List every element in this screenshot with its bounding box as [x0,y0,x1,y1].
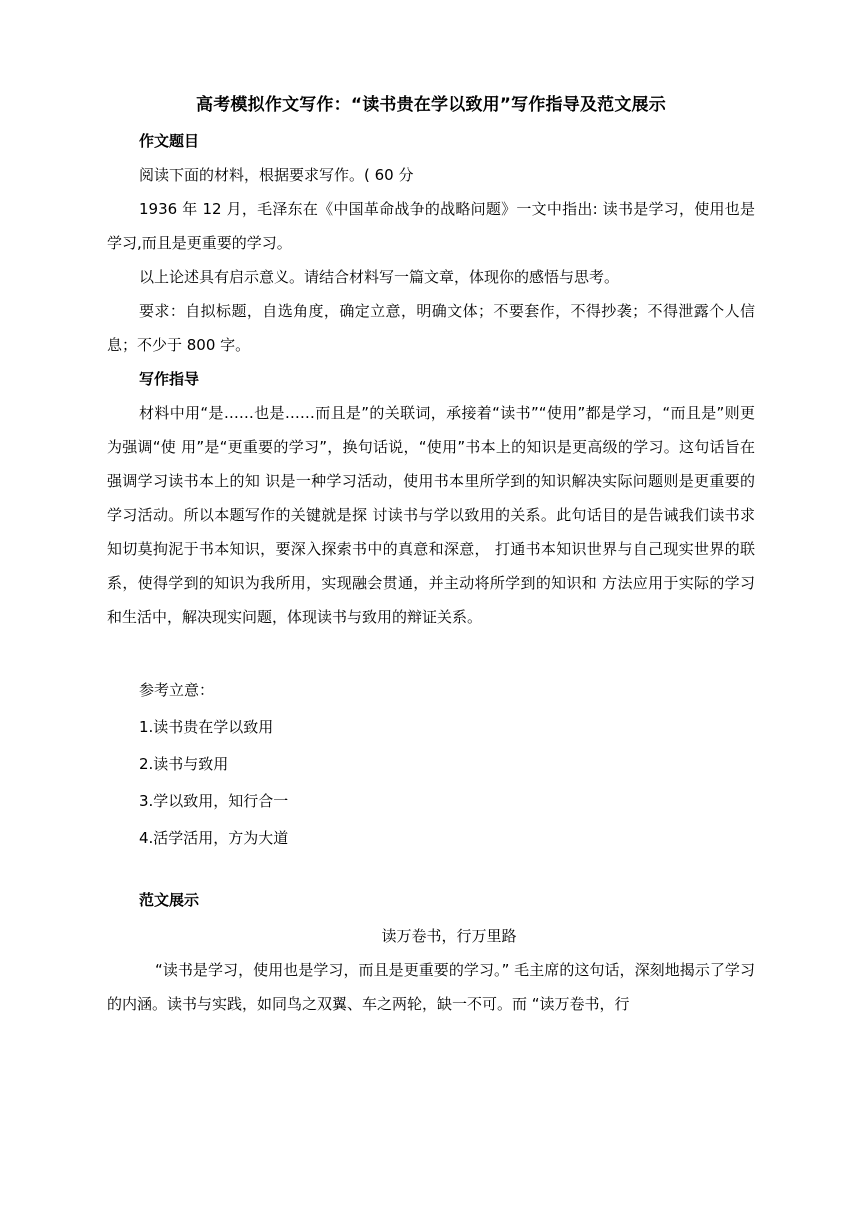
reference-item: 4.活学活用，方为大道 [139,829,289,847]
topic-instruction: 阅读下面的材料，根据要求写作。( 60 分 [139,166,414,184]
reference-label: 参考立意： [139,681,215,699]
section-heading-sample: 范文展示 [139,891,200,909]
topic-requirements: 要求：自拟标题，自选角度，确定立意，明确文体；不要套作，不得抄袭；不得泄露个人信息；不少于 800 字。 [107,302,755,354]
document-title: 高考模拟作文写作：“读书贵在学以致用”写作指导及范文展示 [196,95,666,115]
essay-paragraph: “读书是学习，使用也是学习，而且是更重要的学习。” 毛主席的这句话，深刻地揭示了学习的内涵。读书与实践，如同鸟之双翼、车之两轮，缺一不可。而 “读万卷书，行 [107,961,755,1013]
spacer [107,857,755,883]
reference-item: 2.读书与致用 [139,755,229,773]
essay-title: 读万卷书，行万里路 [381,927,517,945]
reference-item: 3.学以致用，知行合一 [139,792,289,810]
section-heading-topic: 作文题目 [139,132,200,150]
document-content [107,90,755,1021]
spacer [107,634,755,672]
topic-prompt: 以上论述具有启示意义。请结合材料写一篇文章，体现你的感悟与思考。 [139,268,620,286]
section-heading-guidance: 写作指导 [139,370,200,388]
reference-item: 1.读书贵在学以致用 [139,718,274,736]
topic-material: 1936 年 12 月，毛泽东在《中国革命战争的战略问题》一文中指出: 读书是学习，使用也是学习,而且是更重要的学习。 [107,200,755,252]
guidance-paragraph: 材料中用“是……也是……而且是”的关联词，承接着“读书”“使用”都是学习，“而且是”则更为强调“使 用”是“更重要的学习”，换句话说，“使用”书本上的知识是更高级的学习。这句话旨在强调学习读书本上的知 识是一种学习活动，使用书本里所学到的知识解决实际问题则是更重要的学习活动。所以本题写作的关键就是探 讨读书与学以致用的关系。此句话目的是告诫我们读书求知切莫拘泥于书本知识，要深入探索书中的真意和深意， 打通书本知识世界与自己现实世界的联系，使得学到的知识为我所用，实现融会贯通，并主动将所学到的知识和 方法应用于实际的学习和生活中，解决现实问题，体现读书与致用的辩证关系。 [107,404,755,626]
